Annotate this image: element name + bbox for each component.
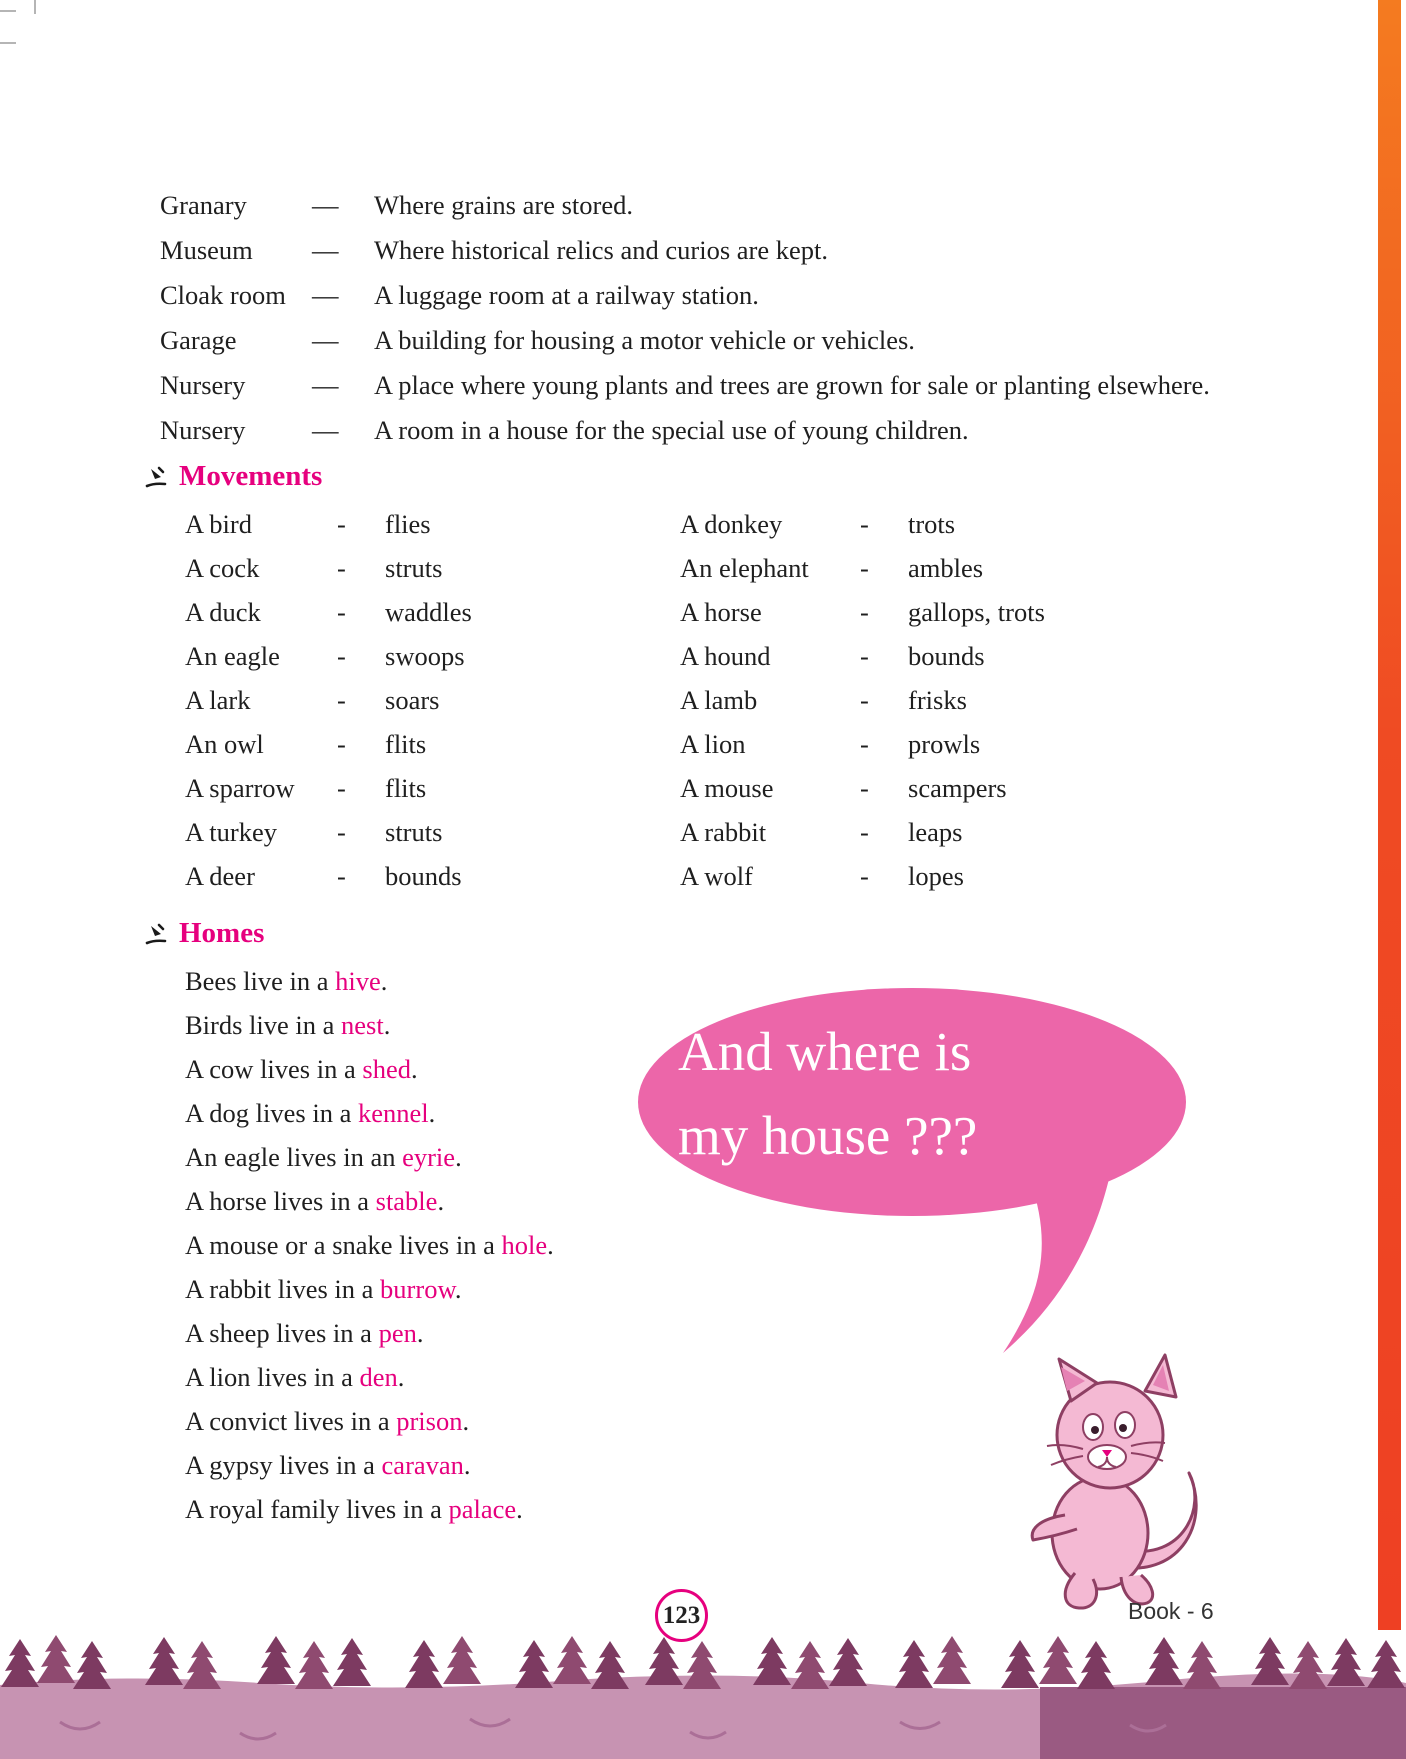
- movement-verb: flies: [385, 509, 431, 539]
- definition-term: Cloak room: [160, 280, 286, 310]
- movement-animal: A mouse: [680, 773, 774, 803]
- movement-row: [185, 685, 680, 715]
- movement-separator: -: [860, 509, 869, 539]
- movement-row: [185, 641, 680, 671]
- movement-separator: -: [337, 685, 346, 715]
- movement-separator: -: [337, 597, 346, 627]
- home-sentence: A dog lives in a: [185, 1098, 358, 1128]
- movements-table: [185, 509, 1222, 905]
- movement-animal: A horse: [680, 597, 762, 627]
- footer-decoration: [0, 1627, 1406, 1759]
- home-period: .: [383, 1010, 391, 1040]
- home-sentence: An eagle lives in an: [185, 1142, 403, 1172]
- home-word: caravan: [381, 1450, 464, 1480]
- home-period: .: [547, 1230, 554, 1260]
- home-sentence: Bees live in a: [185, 966, 336, 996]
- movement-verb: bounds: [385, 861, 462, 891]
- movement-animal: A lark: [185, 685, 251, 715]
- movement-animal: A sparrow: [185, 773, 295, 803]
- home-line: [185, 1186, 745, 1216]
- movement-verb: frisks: [908, 685, 967, 715]
- home-word: hive: [335, 966, 381, 996]
- movement-animal: An eagle: [185, 641, 280, 671]
- home-sentence: A royal family lives in a: [185, 1494, 449, 1524]
- movements-right-column: [680, 509, 1222, 905]
- movement-verb: scampers: [908, 773, 1007, 803]
- home-word: stable: [375, 1186, 438, 1216]
- movement-verb: ambles: [908, 553, 984, 583]
- home-word: pen: [378, 1318, 417, 1348]
- movement-animal: An owl: [185, 729, 264, 759]
- movement-row: [680, 553, 1222, 583]
- cat-illustration: [1005, 1315, 1215, 1620]
- home-period: .: [463, 1450, 471, 1480]
- movement-separator: -: [860, 641, 869, 671]
- movement-row: [680, 861, 1222, 891]
- home-sentence: A gypsy lives in a: [185, 1450, 382, 1480]
- definition-term: Granary: [160, 190, 247, 220]
- definition-dash: —: [312, 280, 339, 310]
- home-sentence: A convict lives in a: [185, 1406, 397, 1436]
- home-period: .: [428, 1098, 436, 1128]
- movement-row: [185, 509, 680, 539]
- movement-row: [185, 729, 680, 759]
- page-edge-strip: [1378, 0, 1401, 1630]
- definition-term: Nursery: [160, 370, 246, 400]
- home-sentence: A lion lives in a: [185, 1362, 360, 1392]
- movement-separator: -: [860, 817, 869, 847]
- definition-dash: —: [312, 325, 339, 355]
- definition-meaning: A place where young plants and trees are grown for sale or planting elsewhere.: [374, 370, 1210, 400]
- definition-term: Garage: [160, 325, 237, 355]
- definition-meaning: A room in a house for the special use of young children.: [374, 415, 969, 445]
- definition-row: [160, 235, 1222, 266]
- movements-left-column: [185, 509, 680, 905]
- home-line: [185, 1406, 745, 1436]
- crop-mark: [0, 10, 16, 12]
- definition-row: [160, 415, 1222, 446]
- movement-separator: -: [860, 861, 869, 891]
- movement-animal: A deer: [185, 861, 255, 891]
- home-line: [185, 1230, 745, 1260]
- home-period: .: [380, 966, 388, 996]
- movement-separator: -: [860, 553, 869, 583]
- movement-separator: -: [337, 509, 346, 539]
- movement-separator: -: [860, 597, 869, 627]
- movement-row: [680, 729, 1222, 759]
- movement-verb: gallops, trots: [908, 597, 1045, 627]
- movement-animal: A lion: [680, 729, 746, 759]
- book-label: Book - 6: [1128, 1598, 1214, 1624]
- home-line: [185, 1010, 745, 1040]
- movement-animal: A duck: [185, 597, 261, 627]
- movements-title: Movements: [179, 460, 323, 492]
- definition-meaning: Where historical relics and curios are kept.: [374, 235, 828, 265]
- home-word: den: [359, 1362, 398, 1392]
- definition-term: Nursery: [160, 415, 246, 445]
- speech-line-2: my house ???: [678, 1105, 978, 1166]
- movement-animal: A lamb: [680, 685, 758, 715]
- home-sentence: A horse lives in a: [185, 1186, 376, 1216]
- home-sentence: A rabbit lives in a: [185, 1274, 381, 1304]
- movement-verb: leaps: [908, 817, 963, 847]
- movement-verb: flits: [385, 773, 427, 803]
- home-period: .: [516, 1494, 523, 1524]
- crop-mark: [34, 0, 36, 14]
- speech-bubble: [638, 988, 1186, 1216]
- movement-row: [185, 861, 680, 891]
- homes-title: Homes: [179, 917, 265, 949]
- home-line: [185, 1274, 745, 1304]
- movements-heading: [144, 460, 1222, 493]
- home-sentence: A cow lives in a: [185, 1054, 363, 1084]
- home-sentence: A sheep lives in a: [185, 1318, 379, 1348]
- home-word: burrow: [380, 1274, 455, 1304]
- home-line: [185, 1494, 745, 1524]
- movement-row: [680, 509, 1222, 539]
- movement-verb: struts: [385, 817, 443, 847]
- definition-row: [160, 325, 1222, 356]
- home-sentence: A mouse or a snake lives in a: [185, 1230, 502, 1260]
- home-period: .: [455, 1142, 462, 1172]
- movement-row: [185, 773, 680, 803]
- home-period: .: [437, 1186, 445, 1216]
- home-word: shed: [362, 1054, 411, 1084]
- home-sentence: Birds live in a: [185, 1010, 342, 1040]
- home-line: [185, 1318, 745, 1348]
- movement-row: [680, 597, 1222, 627]
- movement-row: [680, 773, 1222, 803]
- home-period: .: [462, 1406, 470, 1436]
- movement-animal: A donkey: [680, 509, 783, 539]
- movement-verb: struts: [385, 553, 443, 583]
- movement-verb: waddles: [385, 597, 472, 627]
- movement-verb: prowls: [908, 729, 981, 759]
- home-period: .: [454, 1274, 462, 1304]
- movement-separator: -: [337, 861, 346, 891]
- movement-row: [185, 597, 680, 627]
- speech-line-1: And where is: [678, 1021, 972, 1082]
- movement-row: [680, 641, 1222, 671]
- definition-dash: —: [312, 235, 339, 265]
- definitions-section: [160, 190, 1222, 446]
- movement-verb: soars: [385, 685, 440, 715]
- movement-animal: A cock: [185, 553, 260, 583]
- home-period: .: [397, 1362, 405, 1392]
- home-line: [185, 1362, 745, 1392]
- movement-separator: -: [337, 773, 346, 803]
- home-line: [185, 966, 745, 996]
- home-word: palace: [448, 1494, 517, 1524]
- home-line: [185, 1450, 745, 1480]
- definition-row: [160, 370, 1222, 401]
- crop-mark: [0, 42, 16, 44]
- movement-verb: bounds: [908, 641, 985, 671]
- movement-animal: An elephant: [680, 553, 809, 583]
- movement-separator: -: [337, 729, 346, 759]
- movement-animal: A bird: [185, 509, 252, 539]
- home-word: nest: [341, 1010, 384, 1040]
- movement-separator: -: [860, 685, 869, 715]
- movement-verb: trots: [908, 509, 956, 539]
- definition-dash: —: [312, 190, 339, 220]
- definition-row: [160, 280, 1222, 311]
- home-period: .: [410, 1054, 418, 1084]
- movement-verb: swoops: [385, 641, 465, 671]
- definition-row: [160, 190, 1222, 221]
- movement-row: [680, 817, 1222, 847]
- definition-dash: —: [312, 370, 339, 400]
- speech-bubble-text: [678, 1010, 977, 1178]
- definition-meaning: Where grains are stored.: [374, 190, 633, 220]
- home-word: kennel: [357, 1098, 429, 1128]
- definition-meaning: A luggage room at a railway station.: [374, 280, 759, 310]
- movement-verb: flits: [385, 729, 427, 759]
- home-word: eyrie: [402, 1142, 456, 1172]
- page-number: 123: [662, 1601, 701, 1629]
- home-word: prison: [396, 1406, 463, 1436]
- movement-row: [680, 685, 1222, 715]
- definition-dash: —: [312, 415, 339, 445]
- movement-separator: -: [860, 773, 869, 803]
- movement-animal: A hound: [680, 641, 771, 671]
- movement-animal: A rabbit: [680, 817, 767, 847]
- movement-animal: A turkey: [185, 817, 277, 847]
- section-bullet-icon: [144, 465, 168, 489]
- section-bullet-icon: [144, 922, 168, 946]
- page-number-badge: [655, 1589, 708, 1642]
- movement-separator: -: [337, 553, 346, 583]
- movement-animal: A wolf: [680, 861, 753, 891]
- movement-row: [185, 817, 680, 847]
- definition-meaning: A building for housing a motor vehicle or vehicles.: [374, 325, 915, 355]
- movement-separator: -: [337, 817, 346, 847]
- movement-separator: -: [860, 729, 869, 759]
- movement-separator: -: [337, 641, 346, 671]
- home-word: hole: [501, 1230, 548, 1260]
- home-period: .: [416, 1318, 424, 1348]
- movement-verb: lopes: [908, 861, 964, 891]
- homes-heading: [144, 917, 1222, 950]
- movement-row: [185, 553, 680, 583]
- definition-term: Museum: [160, 235, 253, 265]
